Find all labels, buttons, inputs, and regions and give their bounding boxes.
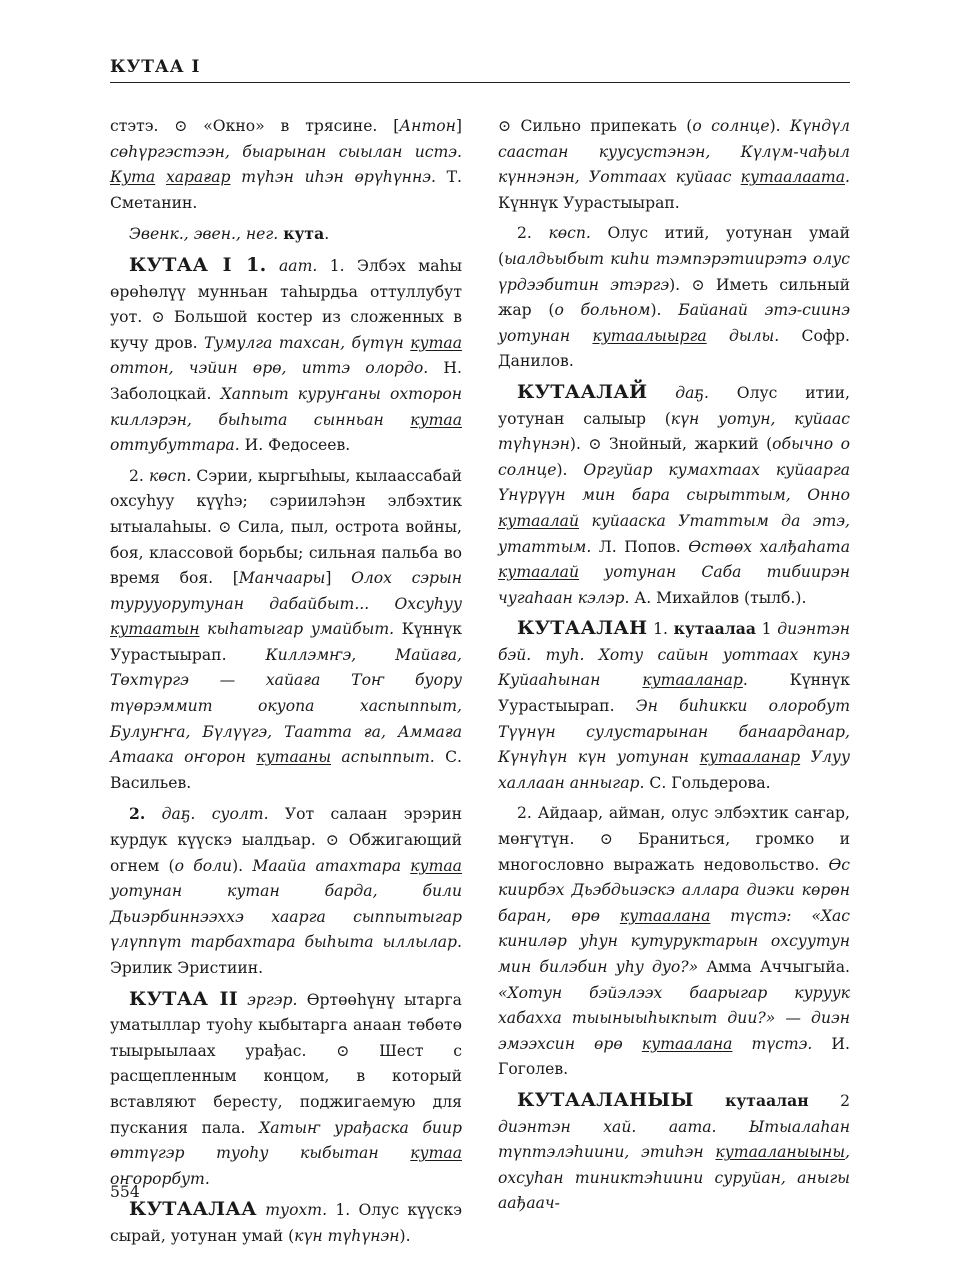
right-paragraph: 2. Айдаар, айман, олус элбэхтик саҥар, мөҥүтүн. ⊙ Браниться, громко и многословно выражать недовольство. Өс киирбэх Дьэбдьиэскэ аллара диэки көрөн баран, өрө кутаалана түстэ: «Хас киниләр уhун кутуруктарын охсуутун мин билэбин уhу дуо?» Амма Аччыгыйа. «Хотун бэйэлээх баарыгар куруук хабахха тыыныыhыкпыт дии?» — диэн эмээхсин өрө кутаалана түстэ. И. Гоголев.	[498, 804, 851, 1079]
dictionary-entry-kutaalan: КУТААЛАН 1. кутаалаа 1 диэнтэн бэй. туh. Хоту сайын уоттаах кунэ Куйааhынан кутааланар. Күннүк Уурастыырап. Эн биhикки олоробут Түүнүн сулустарынан банаарданар, Күнүhүн күн уотунан кутааланар Улуу халлаан анныгар. С. Гольдерова.	[498, 617, 851, 792]
left-paragraph: стэтэ. ⊙ «Окно» в трясине. [Антон] сөhүргэстээн, быарынан сыылан истэ. Кута харағар түhэн иhэн өрүhүннэ. Т. Сметанин.	[110, 117, 462, 212]
left-paragraph: 2. даҕ. суолт. Уот салаан эрэрин курдук күүскэ ыалдьар. ⊙ Обжигающий огнем (о боли). Маайа атахтара кутаа уотунан кутан барда, били Дьиэрбиннээххэ хаарга сыппытыгар үлүппүт тарбахтара быhыта ыллылар. Эрилик Эристиин.	[110, 804, 463, 977]
right-paragraph: 2. көсп. Олус итий, уотунан умай (ыалдьыбыт киhи тэмпэрэтиирэтэ олус үрдээбитин этэргэ). ⊙ Иметь сильный жар (о больном). Байанай этэ-сиинэ уотунан кутаалыырга дылы. Софр. Данилов.	[498, 224, 851, 371]
right-paragraph: ⊙ Сильно припекать (о солнце). Күндүл сааcтан куусустэнэн, Күлүм-чађыл күннэнэн, Уоттаах куйаас кутаалаата. Күннүк Уурастыырап.	[498, 117, 850, 212]
left-column	[110, 114, 462, 1255]
right-column	[498, 114, 850, 1222]
dictionary-entry-kutaalaa: КУТААЛАА туохт. 1. Олус күүскэ сырай, уотунан умай (күн түhүнэн).	[110, 1198, 462, 1245]
page-number: 554	[110, 1183, 140, 1201]
left-paragraph: Эвенк., эвен., нег. кута.	[129, 224, 330, 244]
dictionary-entry-kutaa-1: КУТАА I 1. аат. 1. Элбэх маhы өрөhөлүү мунньан таhырдьа оттуллубут уот. ⊙ Большой костер из сложенных в кучу дров. Тумулга тахсан, бүтүн кутаа оттон, чэйин өрө, иттэ олордо. Н. Заболоцкай. Хаппыт куруҥаны охторон киллэрэн, быhыта сынньан кутаа оттубуттара. И. Федосеев.	[110, 253, 462, 455]
header-title: КУТАА I	[110, 57, 201, 77]
dictionary-entry-kutaalai: КУТААЛАЙ даҕ. Олус итии, уотунан салыыр (күн уотун, куйаас түhүнэн). ⊙ Знойный, жаркий (обычно о солнце). Оргуйар кумахтаах куйаарга Үнүрүүн мин бара сырыттым, Онно кутаалай куйааска Утаттым да этэ, утаттым. Л. Попов. Өстөөх халђаhата кутаалай уотунан Саба тибиирэн чугаhаан кэлэр. А. Михайлов (тылб.).	[498, 380, 851, 607]
left-paragraph: 2. көсп. Сэрии, кыргыhыы, кылаассабай охсуhуу күүhэ; сэриилэhэн элбэхтик ытыалаhыы. ⊙ Сила, пыл, острота войны, боя, классовой борьбы; сильная пальба во время боя. [Манчаары] Олох сэрын турууорутунан дабайбыт... Охсуhуу кутаатын кыhатыгар умайбыт. Күннүк Уурастыырап. Киллэмҥэ, Майаға, Төхтүргэ — хайаға Тоҥ буору түөрэммит окуопа хаспыппыт, Булуҥҥа, Бүлүүгэ, Таатта ға, Аммаға Атаака оҥорон кутааны аспыппыт. С. Васильев.	[110, 466, 462, 792]
running-header	[110, 56, 850, 83]
dictionary-entry-kutaa-2: КУТАА II эргэр. Өртөөhүнү ытарга уматыллар туоhу кыбытарга анаан төбөтө тыырыылаах урађас. ⊙ Шест с расщепленным концом, в который вставляют бересту, поджигаемую для пускания пала. Хатыҥ урађаска биир өттүгэр туоhу кыбытан кутаа оҥорорбут.	[110, 987, 463, 1188]
dictionary-entry-kutaalanyy: КУТААЛАНЫЫ кутаалан 2 диэнтэн хай. аата. Ытыалаhан түптэлэhиини, этиhэн кутааланыыны, охсуhан тиниктэhиини суруйан, аныгы аађаач-	[498, 1088, 850, 1213]
